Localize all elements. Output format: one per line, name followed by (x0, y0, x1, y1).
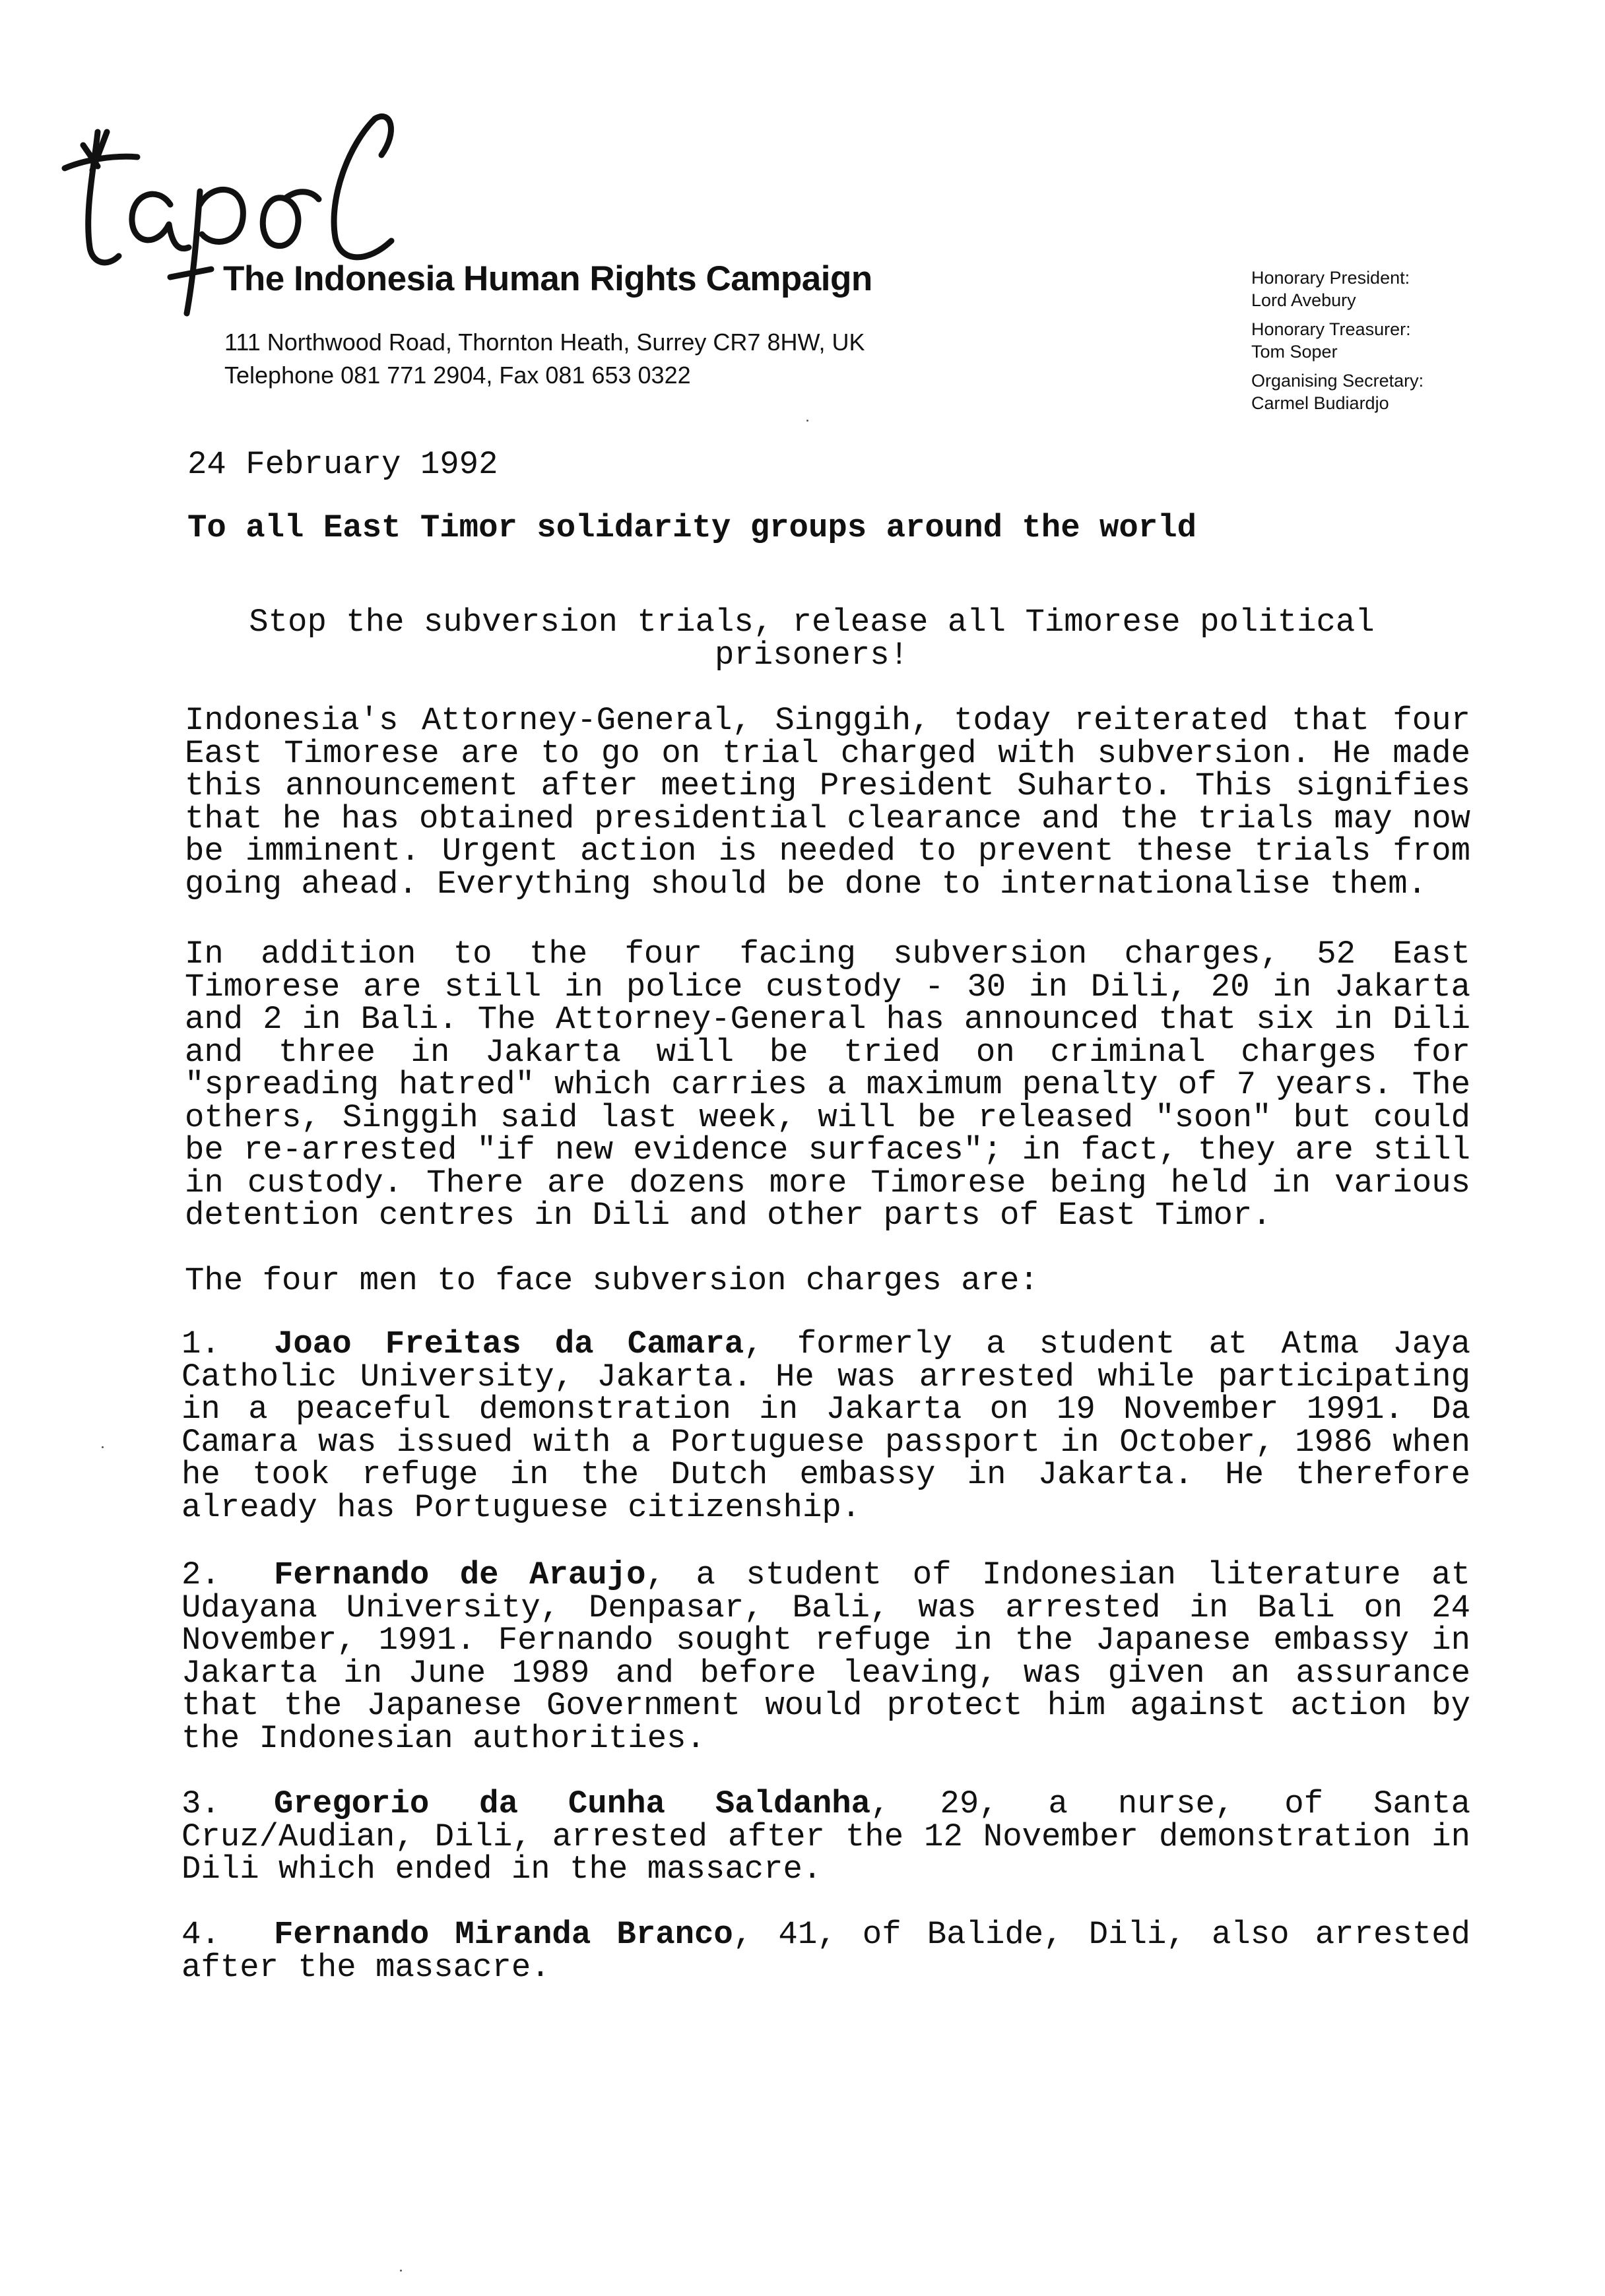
prisoner-entry (181, 1556, 1470, 1757)
body-paragraph: Indonesia's Attorney-General, Singgih, today reiterated that four East Timorese are to go on trial charged with subversion. He made this announcement after meeting President Suharto. This signifies that he has obtained presidential clearance and the trials may now be imminent. Urgent action is needed to prevent these trials from going ahead. Everything should be done to internationalise them. (185, 702, 1470, 903)
address-line: 111 Northwood Road, Thornton Heath, Surrey CR7 8HW, UK (224, 329, 865, 356)
officer-role: Honorary President: (1251, 268, 1410, 288)
prisoner-entry (181, 1325, 1471, 1526)
prisoner-name: Fernando de Araujo (274, 1556, 646, 1593)
organisation-address (224, 326, 865, 392)
prisoner-number: 2. (181, 1556, 220, 1593)
scan-speck (102, 1446, 104, 1448)
prisoner-name: Joao Freitas da Camara (274, 1325, 744, 1362)
officer-name: Lord Avebury (1251, 290, 1356, 310)
officer-name: Tom Soper (1251, 342, 1338, 362)
prisoner-name: Gregorio da Cunha Saldanha (274, 1785, 871, 1822)
letter-heading: Stop the subversion trials, release all Timorese political prisoners! (249, 604, 1375, 674)
letter-date: 24 February 1992 (187, 446, 498, 483)
scan-speck (806, 420, 808, 422)
prisoner-number: 1. (181, 1325, 220, 1362)
officers-list (1251, 267, 1424, 414)
officer-name: Carmel Budiardjo (1251, 393, 1389, 413)
officer-role: Honorary Treasurer: (1251, 319, 1411, 339)
prisoner-description: , a student of Indonesian literature at Udayana University, Denpasar, Bali, was arrested in Bali on 24 November, 1991. Fernando sought refuge in the Japanese embassy in Jakarta in June 1989 and before leaving, was given an assurance that the Japanese Government would protect him against action by the Indonesian authorities. (181, 1556, 1470, 1757)
body-paragraph: The four men to face subversion charges are: (185, 1262, 1039, 1299)
organisation-name: The Indonesia Human Rights Campaign (223, 259, 872, 298)
prisoner-name: Fernando Miranda Branco (274, 1916, 733, 1953)
letter-salutation: To all East Timor solidarity groups around the world (187, 509, 1197, 546)
prisoner-description: , 29, a nurse, of Santa Cruz/Audian, Dili, arrested after the 12 November demonstration in Dili which ended in the massacre. (181, 1785, 1471, 1888)
prisoner-entry (181, 1916, 1470, 1986)
prisoner-description: , 41, of Balide, Dili, also arrested after the massacre. (181, 1916, 1470, 1986)
prisoner-entry (181, 1785, 1471, 1888)
phone-fax-line: Telephone 081 771 2904, Fax 081 653 0322 (224, 362, 691, 389)
body-paragraph: In addition to the four facing subversion charges, 52 East Timorese are still in police custody - 30 in Dili, 20 in Jakarta and 2 in Bali. The Attorney-General has announced that six in Dili and three in Jakarta will be tried on criminal charges for "spreading hatred" which carries a maximum penalty of 7 years. The others, Singgih said last week, will be released "soon" but could be re-arrested "if new evidence surfaces"; in fact, they are still in custody. There are dozens more Timorese being held in various detention centres in Dili and other parts of East Timor. (185, 936, 1470, 1234)
prisoner-description: , formerly a student at Atma Jaya Catholic University, Jakarta. He was arrested while participating in a peaceful demonstration in Jakarta on 19 November 1991. Da Camara was issued with a Portuguese passport in October, 1986 when he took refuge in the Dutch embassy in Jakarta. He therefore already has Portuguese citizenship. (181, 1325, 1471, 1526)
prisoner-number: 3. (181, 1785, 220, 1822)
officer-role: Organising Secretary: (1251, 371, 1424, 391)
prisoner-number: 4. (181, 1916, 220, 1953)
scan-speck (400, 2270, 402, 2272)
